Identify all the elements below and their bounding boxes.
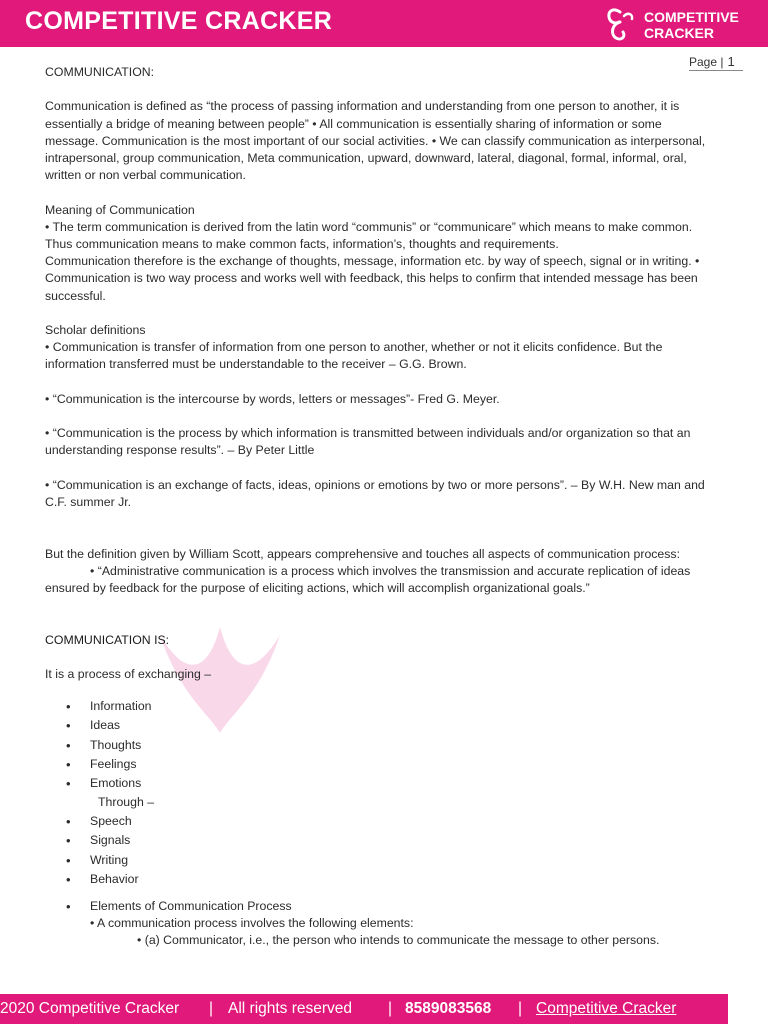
list-item: • Behavior: [45, 870, 720, 889]
scott-quote: ensured by feedback for the purpose of eliciting actions, which will accomplish organizational goals.”: [45, 580, 590, 595]
list-item: • Speech: [45, 812, 720, 831]
scott-intro: But the definition given by William Scott, appears comprehensive and touches all aspects of communication process:: [45, 546, 680, 561]
scholar-definition: • “Communication is an exchange of facts, ideas, opinions or emotions by two or more persons”. – By W.H. New man and: [45, 477, 705, 492]
list-item: • Information: [45, 697, 720, 716]
butterfly-logo-icon: [606, 6, 636, 42]
footer-phone: 8589083568: [405, 1000, 492, 1017]
meaning-heading: Meaning of Communication: [45, 202, 195, 217]
scholar-definition: • “Communication is the intercourse by words, letters or messages”- Fred G. Meyer.: [45, 391, 500, 406]
meaning-line: successful.: [45, 288, 106, 303]
page-footer: [0, 994, 728, 1024]
meaning-line: Communication is two way process and works well with feedback, this helps to confirm that intended message has been: [45, 271, 698, 286]
through-list: [45, 812, 720, 889]
intro-line: intrapersonal, group communication, Meta communication, upward, downward, lateral, diagonal, formal, informal, oral,: [45, 151, 687, 165]
list-item: • Signals: [45, 831, 720, 850]
brand-logo: [606, 6, 756, 42]
meaning-line: • The term communication is derived from the latin word “communis” or “communicare” which means to make common.: [45, 219, 693, 234]
scholar-definition: information transferred must be understandable to the receiver – G.G. Brown.: [45, 357, 467, 372]
process-line: It is a process of exchanging –: [45, 666, 212, 681]
exchange-list: [45, 697, 720, 793]
logo-text-line2: CRACKER: [644, 25, 714, 41]
list-item: • Emotions: [45, 774, 720, 793]
list-item: • Ideas: [45, 716, 720, 735]
footer-copyright: 2020 Competitive Cracker: [0, 1000, 180, 1017]
elements-sub: • (a) Communicator, i.e., the person who intends to communicate the message to other persons.: [137, 933, 660, 948]
communication-is-heading: COMMUNICATION IS:: [45, 632, 170, 647]
intro-line: essentially a bridge of meaning between people” • All communication is essentially sharing of information or some: [45, 116, 662, 131]
page-header: [0, 0, 768, 47]
scholar-definition: • Communication is transfer of information from one person to another, whether or not it elicits confidence. But the: [45, 340, 663, 355]
section-heading: COMMUNICATION:: [45, 65, 155, 79]
intro-line: written or non verbal communication.: [45, 168, 246, 183]
elements-list: [45, 898, 720, 915]
list-item: • Feelings: [45, 755, 720, 774]
scholar-heading: Scholar definitions: [45, 323, 146, 337]
footer-separator: |: [209, 1000, 214, 1017]
page-number-value: 1: [727, 54, 735, 69]
list-item: • Thoughts: [45, 736, 720, 755]
scholar-definition: C.F. summer Jr.: [45, 494, 132, 509]
scholar-definition: understanding response results”. – By Peter Little: [45, 443, 315, 458]
through-label: Through –: [98, 795, 155, 810]
footer-link[interactable]: Competitive Cracker: [536, 1000, 677, 1017]
meaning-line: Communication therefore is the exchange of thoughts, message, information etc. by way of speech, signal or in writing. •: [45, 254, 700, 269]
list-item: • Writing: [45, 851, 720, 870]
footer-rights: All rights reserved: [228, 1000, 353, 1017]
scott-quote: • “Administrative communication is a process which involves the transmission and accurate replication of ideas: [90, 563, 691, 578]
header-title: COMPETITIVE CRACKER: [25, 7, 333, 35]
logo-text: [644, 9, 739, 41]
intro-line: message. Communication is the most important of our social activities. • We can classify communication as interpersonal,: [45, 133, 706, 148]
meaning-line: Thus communication means to make common facts, information’s, thoughts and requirements.: [45, 237, 559, 251]
intro-line: Communication is defined as “the process of passing information and understanding from one person to another, it is: [45, 99, 680, 114]
list-item: • Elements of Communication Process: [45, 898, 720, 915]
page-number-label: Page |: [689, 55, 724, 69]
footer-separator: |: [388, 1000, 393, 1017]
footer-separator: |: [518, 1000, 523, 1017]
document-body: [45, 64, 720, 950]
elements-sub: • A communication process involves the following elements:: [90, 916, 414, 931]
logo-text-line1: COMPETITIVE: [644, 9, 739, 25]
scholar-definition: • “Communication is the process by which information is transmitted between individuals and/or organization so that an: [45, 426, 691, 441]
